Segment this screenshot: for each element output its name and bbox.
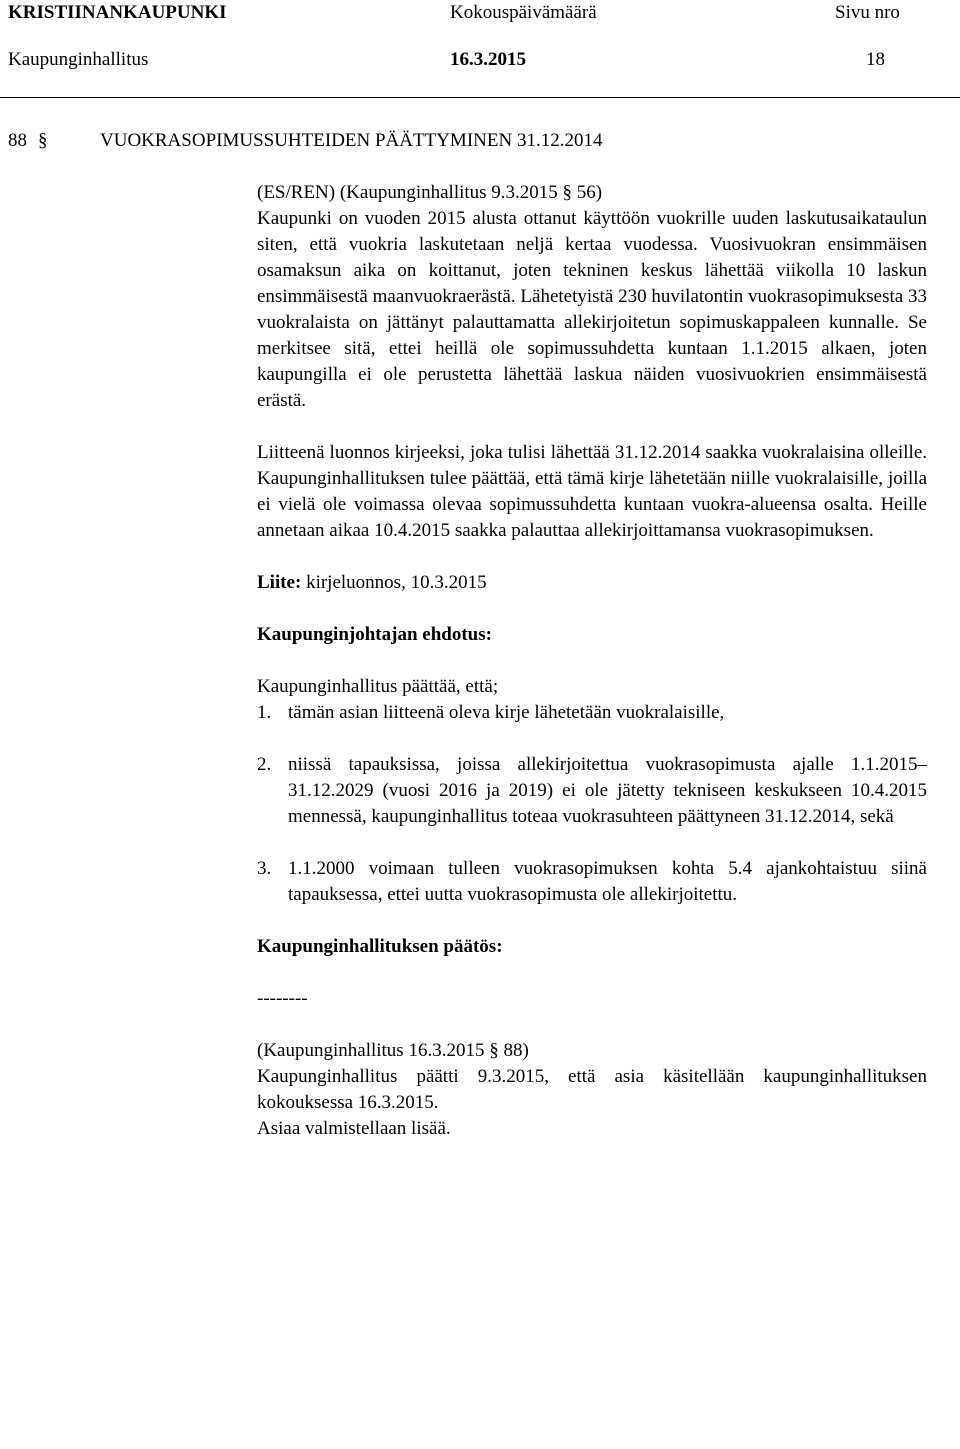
paragraph-attachment-info: Liitteenä luonnos kirjeeksi, joka tulisi lähettää 31.12.2014 saakka vuokralaisina olleille. Kaupunginhallituksen tulee päättää, että tämä kirje lähetetään niille vuokralaisille, joilla ei vielä ole voimassa olevaa sopimussuhdetta kuntaan vuokra-alueensa osalta. Heille annetaan aikaa 10.4.2015 saakka palauttaa allekirjoittamansa vuokrasopimuksen. xyxy=(257,442,927,541)
proposal-item xyxy=(257,700,927,726)
document-body xyxy=(257,180,927,1142)
reference-line: (ES/REN) (Kaupunginhallitus 9.3.2015 § 56) xyxy=(257,182,603,203)
section-title: VUOKRASOPIMUSSUHTEIDEN PÄÄTTYMINEN 31.12.2014 xyxy=(100,130,603,151)
list-marker: 2. xyxy=(257,754,272,775)
decision-text: -------- xyxy=(257,988,308,1009)
organization-name: KRISTIINANKAUPUNKI xyxy=(8,2,227,23)
proposal-heading: Kaupunginjohtajan ehdotus: xyxy=(257,624,492,645)
attachment-text: kirjeluonnos, 10.3.2015 xyxy=(306,572,487,593)
paragraph-background: Kaupunki on vuoden 2015 alusta ottanut käyttöön vuokrille uuden laskutusaikataulun siten, että vuokria laskutetaan neljä kertaa vuodessa. Vuosivuokran ensimmäisen osamaksun aika on koittanut, joten tekninen keskus lähettää viikolla 10 laskun ensimmäisestä maanvuokraerästä. Lähetetyistä 230 huvilatontin vuokrasopimuksesta 33 vuokralaista on jättänyt palauttamatta allekirjoitetun sopimuskappaleen kunnalle. Se merkitsee sitä, ettei heillä ole sopimussuhdetta kuntaan 1.1.2015 alkaen, joten kaupungilla ei ole perustetta lähettää laskua näiden vuosivuokrien ensimmäisestä erästä. xyxy=(257,208,927,411)
proposal-intro: Kaupunginhallitus päättää, että; xyxy=(257,676,499,697)
final-decision-text: Kaupunginhallitus päätti 9.3.2015, että asia käsitellään kaupunginhallituksen kokouksessa 16.3.2015. xyxy=(257,1066,927,1113)
meeting-date-label: Kokouspäivämäärä xyxy=(450,2,597,23)
meeting-date: 16.3.2015 xyxy=(450,49,526,70)
final-reference: (Kaupunginhallitus 16.3.2015 § 88) xyxy=(257,1040,529,1061)
paragraph-sign: § xyxy=(38,130,48,151)
list-marker: 1. xyxy=(257,702,272,723)
header-divider xyxy=(0,97,960,98)
header-row-2 xyxy=(8,47,953,73)
decision-heading: Kaupunginhallituksen päätös: xyxy=(257,936,503,957)
final-note: Asiaa valmistellaan lisää. xyxy=(257,1118,451,1139)
page-number-label: Sivu nro xyxy=(835,2,900,23)
list-marker: 3. xyxy=(257,858,272,879)
proposal-item-text: niissä tapauksissa, joissa allekirjoitettua vuokrasopimusta ajalle 1.1.2015–31.12.2029 (vuosi 2016 ja 2019) ei ole jätetty tekniseen keskukseen 10.4.2015 mennessä, kaupunginhallitus toteaa vuokrasuhteen päättyneen 31.12.2014, sekä xyxy=(288,754,927,827)
section-heading xyxy=(8,128,602,154)
proposal-item-text: tämän asian liitteenä oleva kirje lähetetään vuokralaisille, xyxy=(288,702,725,723)
proposal-item-text: 1.1.2000 voimaan tulleen vuokrasopimuksen kohta 5.4 ajankohtaistuu siinä tapauksessa, ettei uutta vuokrasopimusta ole allekirjoitettu. xyxy=(288,858,927,905)
section-number: 88 xyxy=(8,130,27,151)
attachment-line xyxy=(257,570,927,596)
proposal-item xyxy=(257,856,927,908)
body-name: Kaupunginhallitus xyxy=(8,49,149,70)
attachment-label: Liite: xyxy=(257,572,302,593)
page-number: 18 xyxy=(866,49,885,70)
header-row-1 xyxy=(8,0,953,26)
proposal-item xyxy=(257,752,927,830)
document-header xyxy=(0,0,960,98)
